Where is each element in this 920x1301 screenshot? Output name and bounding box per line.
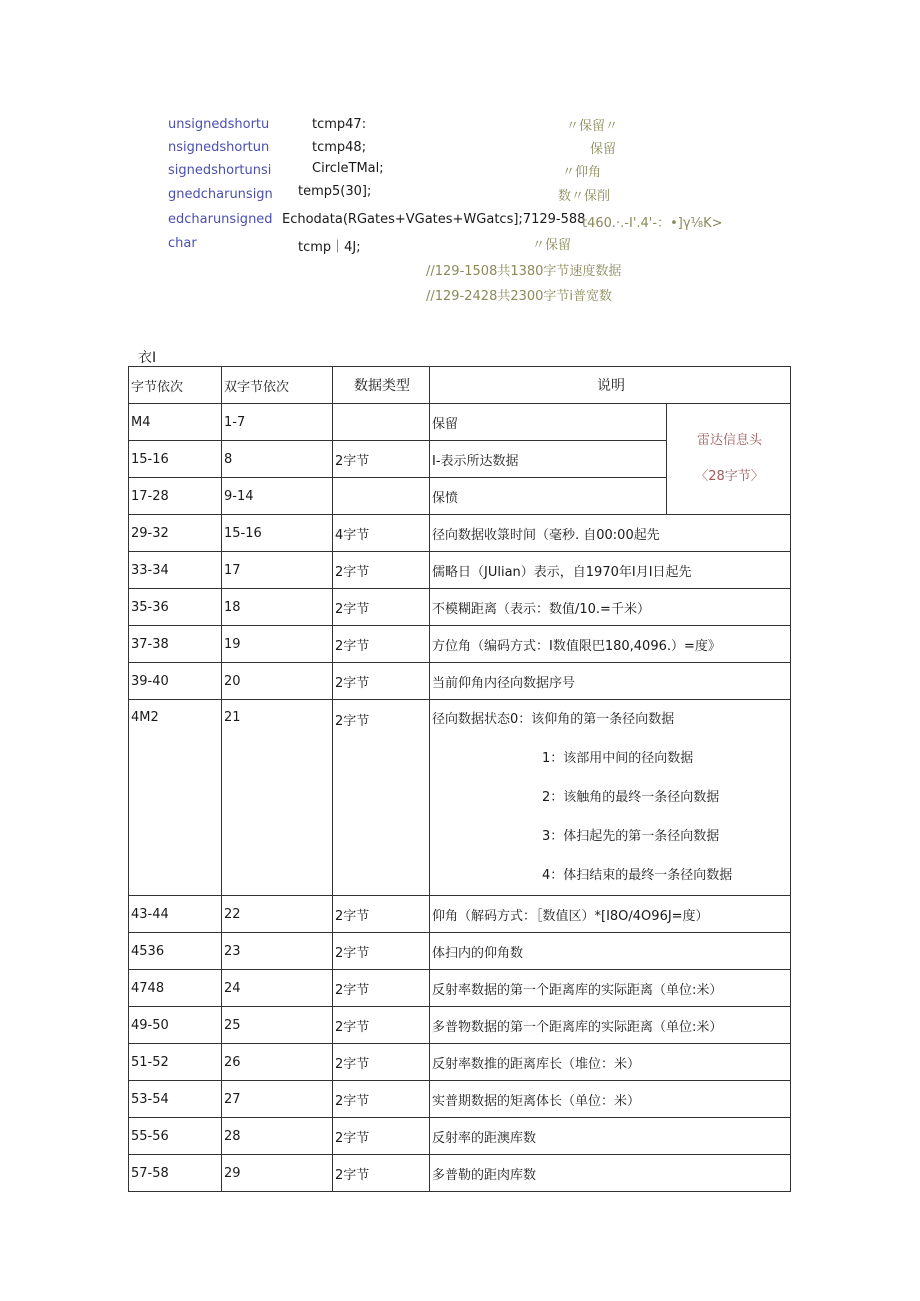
- code-identifier: CircleTMal;: [312, 161, 384, 176]
- cell-type: [333, 478, 430, 515]
- cell-type: 2字节: [333, 1081, 430, 1118]
- cell-double-byte: 17: [222, 552, 333, 589]
- table-row: [129, 1044, 791, 1081]
- cell-byte: 4M2: [129, 700, 222, 896]
- cell-description: 儒略日（JUlian）表示，自1970年I月I日起先: [430, 552, 791, 589]
- cell-description: 径向数据收箓时间（毫秒. 自00:00起先: [430, 515, 791, 552]
- cell-double-byte: 27: [222, 1081, 333, 1118]
- table-row: [129, 1007, 791, 1044]
- cell-type: 2字节: [333, 933, 430, 970]
- cell-byte: 49-50: [129, 1007, 222, 1044]
- cell-type: 2字节: [333, 626, 430, 663]
- code-keyword: signedshortunsi: [168, 163, 272, 178]
- cell-type: 2字节: [333, 970, 430, 1007]
- code-comment: 数〃保削: [558, 189, 611, 204]
- cell-double-byte: 29: [222, 1155, 333, 1192]
- cell-description: I-表示所达数据: [430, 441, 667, 478]
- cell-type: 2字节: [333, 552, 430, 589]
- cell-description: 不模糊距离（表示：数值/10.=千米）: [430, 589, 791, 626]
- cell-byte: 29-32: [129, 515, 222, 552]
- cell-description: 方位角（编码方式：I数值限巴180,4096.）=度》: [430, 626, 791, 663]
- radar-header-label: [667, 404, 791, 515]
- cell-byte: 35-36: [129, 589, 222, 626]
- cell-description: 反射率的距澳库数: [430, 1118, 791, 1155]
- cell-double-byte: 20: [222, 663, 333, 700]
- table-row: [129, 1081, 791, 1118]
- status-line: 3：体扫起先的第一条径向数据: [542, 829, 720, 844]
- code-comment: 〃保留〃: [566, 119, 619, 134]
- cell-double-byte: 8: [222, 441, 333, 478]
- cell-description: 体扫内的仰角数: [430, 933, 791, 970]
- cell-byte: 51-52: [129, 1044, 222, 1081]
- cell-double-byte: 24: [222, 970, 333, 1007]
- cell-double-byte: 28: [222, 1118, 333, 1155]
- cell-description: [430, 700, 791, 896]
- code-keyword: edcharunsigned: [168, 212, 273, 227]
- cell-description: 反射率数推的距离库长（堆位：米）: [430, 1044, 791, 1081]
- code-identifier: Echodata(RGates+VGates+WGatcs];7129-588: [282, 212, 586, 227]
- cell-type: 2字节: [333, 441, 430, 478]
- code-keyword: unsignedshortu: [168, 117, 270, 132]
- table-row: [129, 700, 791, 896]
- cell-description: 当前仰角内径向数据序号: [430, 663, 791, 700]
- table-row: [129, 515, 791, 552]
- cell-byte: 55-56: [129, 1118, 222, 1155]
- table-row: [129, 933, 791, 970]
- cell-type: 2字节: [333, 589, 430, 626]
- table-row: [129, 1118, 791, 1155]
- cell-byte: 4748: [129, 970, 222, 1007]
- cell-byte: 17-28: [129, 478, 222, 515]
- cell-double-byte: 18: [222, 589, 333, 626]
- code-keyword: char: [168, 236, 197, 251]
- code-comment: 〃仰角: [562, 165, 602, 180]
- cell-byte: 57-58: [129, 1155, 222, 1192]
- code-comment: 保留: [590, 142, 617, 157]
- header-description: 说明: [430, 367, 791, 404]
- table-row: [129, 626, 791, 663]
- cell-double-byte: 22: [222, 896, 333, 933]
- status-line: 2：该触角的最终一条径向数据: [542, 790, 720, 805]
- header-byte-order: 字节依次: [129, 367, 222, 404]
- side-label-size: 〈28字节〉: [695, 469, 764, 484]
- cell-double-byte: 23: [222, 933, 333, 970]
- spec-table: [128, 366, 791, 1192]
- cell-type: [333, 404, 430, 441]
- cell-double-byte: 15-16: [222, 515, 333, 552]
- code-comment: //129-1508共1380字节速度数据: [426, 264, 622, 279]
- cell-description: 仰角（解码方式：［数值区）*[I8O∕4O96J=度）: [430, 896, 791, 933]
- cell-byte: 43-44: [129, 896, 222, 933]
- table-row: [129, 970, 791, 1007]
- cell-description: 多普物数据的第一个距离库的实际距离（单位:米）: [430, 1007, 791, 1044]
- radial-status-list: [432, 700, 790, 895]
- cell-type: 2字节: [333, 1044, 430, 1081]
- table-header-row: [129, 367, 791, 404]
- cell-description: 反射率数据的第一个距离库的实际距离（单位:米）: [430, 970, 791, 1007]
- table-caption: 衣I: [138, 350, 157, 366]
- code-identifier: tcmp48;: [312, 140, 367, 155]
- table-row: [129, 589, 791, 626]
- cell-double-byte: 19: [222, 626, 333, 663]
- cell-type: 4字节: [333, 515, 430, 552]
- cell-byte: M4: [129, 404, 222, 441]
- code-keyword: nsignedshortun: [168, 140, 270, 155]
- cell-type: 2字节: [333, 663, 430, 700]
- cell-double-byte: 26: [222, 1044, 333, 1081]
- code-identifier: temp5(30];: [298, 184, 372, 199]
- code-comment: t460.·.-I'.4'-：•]γ⅛K>: [582, 216, 723, 231]
- table-row: [129, 1155, 791, 1192]
- cell-byte: 39-40: [129, 663, 222, 700]
- cell-double-byte: 1-7: [222, 404, 333, 441]
- status-line: 4：体扫结束的最终一条径向数据: [542, 868, 733, 883]
- status-line: 径向数据状态0：该仰角的第一条径向数据: [432, 712, 675, 727]
- status-line: 1：该部用中间的径向数据: [542, 751, 694, 766]
- table-row: [129, 404, 791, 441]
- side-label-title: 雷达信息头: [696, 433, 762, 448]
- cell-type: 2字节: [333, 700, 430, 896]
- header-double-byte-order: 双字节依次: [222, 367, 333, 404]
- cell-byte: 4536: [129, 933, 222, 970]
- table-row: [129, 552, 791, 589]
- header-data-type: 数据类型: [333, 367, 430, 404]
- cell-type: 2字节: [333, 1007, 430, 1044]
- cell-type: 2字节: [333, 1155, 430, 1192]
- cell-type: 2字节: [333, 896, 430, 933]
- cell-description: 多普勒的距肉库数: [430, 1155, 791, 1192]
- code-keyword: gnedcharunsign: [168, 187, 273, 202]
- cell-double-byte: 25: [222, 1007, 333, 1044]
- cell-byte: 15-16: [129, 441, 222, 478]
- code-comment: //129-2428共2300字节i普宽数: [426, 289, 613, 304]
- cell-byte: 37-38: [129, 626, 222, 663]
- cell-byte: 33-34: [129, 552, 222, 589]
- cell-type: 2字节: [333, 1118, 430, 1155]
- code-identifier: tcmp｜4J;: [298, 240, 361, 255]
- table-row: [129, 896, 791, 933]
- cell-description: 实普期数据的矩离体长（单位：米）: [430, 1081, 791, 1118]
- table-row: [129, 663, 791, 700]
- cell-double-byte: 9-14: [222, 478, 333, 515]
- cell-description: 保留: [430, 404, 667, 441]
- cell-description: 保愤: [430, 478, 667, 515]
- code-identifier: tcmp47:: [312, 117, 367, 132]
- cell-byte: 53-54: [129, 1081, 222, 1118]
- cell-double-byte: 21: [222, 700, 333, 896]
- code-comment: 〃保留: [532, 238, 572, 253]
